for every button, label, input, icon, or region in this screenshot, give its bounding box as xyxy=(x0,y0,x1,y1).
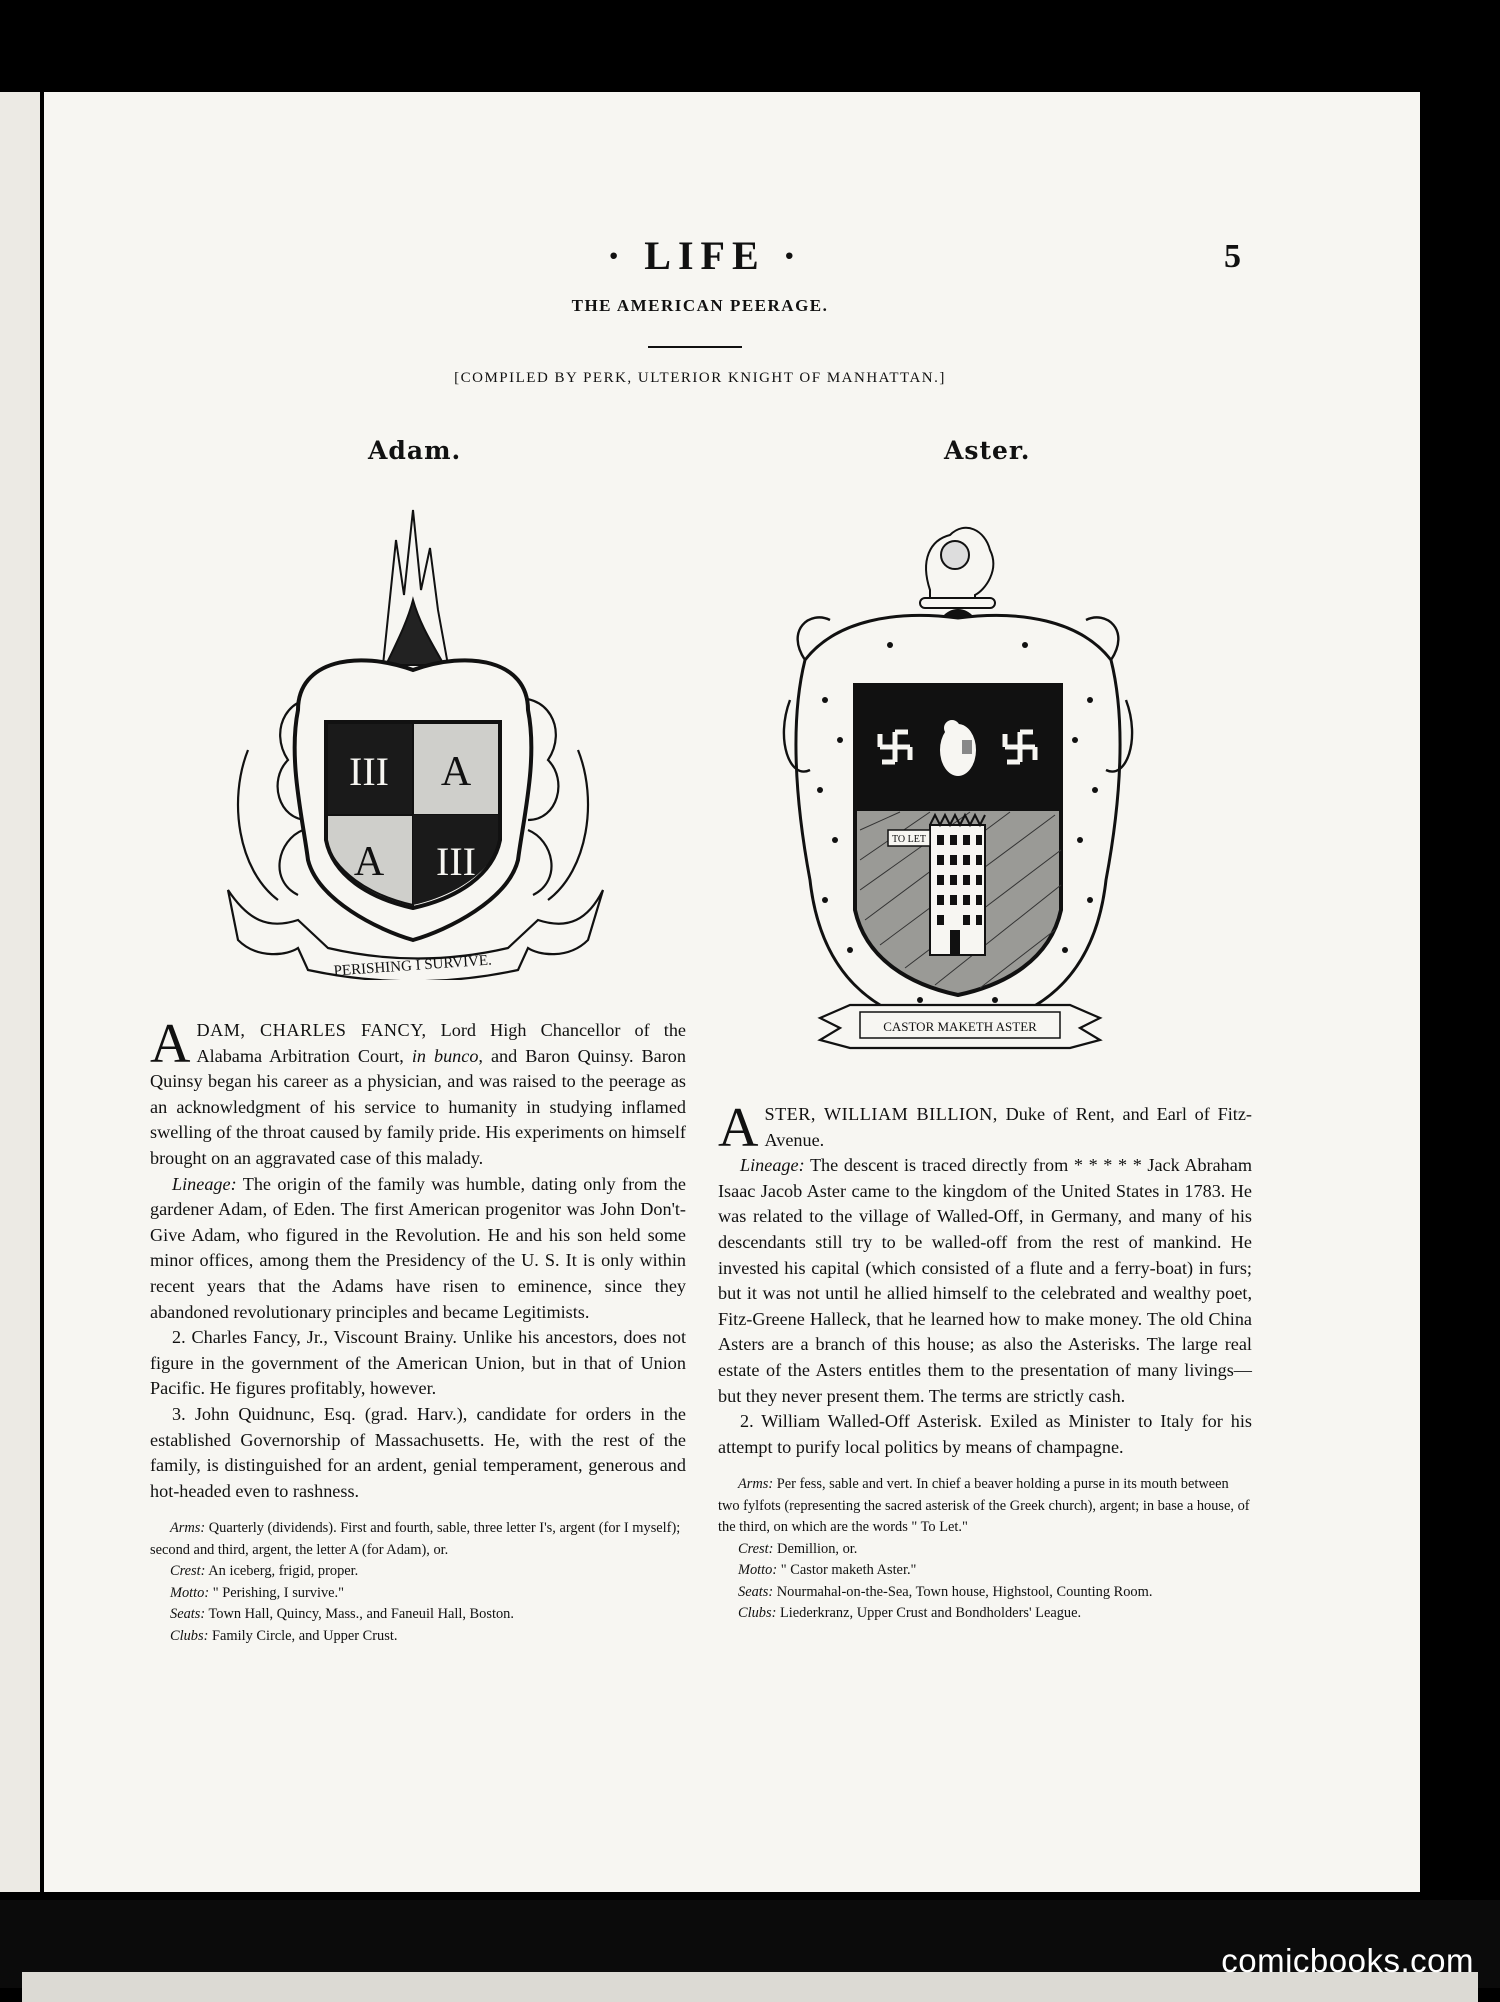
aster-arms-text: Per fess, sable and vert. In chief a beaver holding a purse in its mouth between two fylfots (representing the sacred asterisk of the Greek church), argent; in base a house, of the third, on which are the words " To Let." xyxy=(718,1476,1250,1536)
adam-seats-label: Seats: xyxy=(170,1606,206,1623)
aster-motto-value: " Castor maketh Aster." xyxy=(777,1562,917,1579)
aster-lineage-label: Lineage: xyxy=(740,1155,805,1176)
iceberg-crest-icon xyxy=(383,510,448,665)
aster-clubs-line xyxy=(718,1603,1252,1625)
aster-dropcap: A xyxy=(718,1097,759,1159)
adam-lead-text-1: Lord High Chancellor of the Alabama Arbitration Court, xyxy=(196,1020,686,1066)
title-rule xyxy=(648,346,742,348)
shield-letter-4: III xyxy=(436,839,476,884)
adam-arms-line xyxy=(150,1518,686,1561)
adam-motto-text: PERISHING I SURVIVE. xyxy=(333,952,493,980)
aster-lineage-paragraph xyxy=(718,1153,1252,1409)
aster-heading: Aster. xyxy=(944,436,1031,465)
page-number: 5 xyxy=(1224,238,1241,275)
adam-article xyxy=(150,1013,686,1647)
adam-arms-text: Quarterly (dividends). First and fourth, sable, three letter I's, argent (for I myself); second and third, argent, the letter A (for Adam), or. xyxy=(150,1520,681,1558)
aster-crest-line xyxy=(718,1539,1252,1561)
aster-clubs-label: Clubs: xyxy=(738,1605,777,1622)
adam-clubs-line xyxy=(150,1626,686,1648)
adam-paragraph-3: 3. John Quidnunc, Esq. (grad. Harv.), candidate for orders in the established Governorship of Massachusetts. He, with the rest of the family, is distinguished for an ardent, genial temperament, generous and hot-headed even to rashness. xyxy=(150,1403,686,1501)
adam-lead-text-2: and Baron Quinsy. Baron Quinsy began his career as a physician, and was raised to the peerage as an acknowledgment of his service to humanity in studying inflamed swelling of the throat caused by family pride. His experiments on himself brought on an aggravated case of this malady. xyxy=(150,1045,686,1168)
byline: [COMPILED BY PERK, ULTERIOR KNIGHT OF MANHATTAN.] xyxy=(454,370,946,386)
previous-page-edge xyxy=(0,92,40,1892)
aster-seats-text: Nourmahal-on-the-Sea, Town house, Highstool, Counting Room. xyxy=(773,1583,1153,1600)
aster-lead-paragraph xyxy=(718,1097,1252,1159)
watermark: comicbooks.com xyxy=(1221,1942,1474,1979)
adam-heading: Adam. xyxy=(368,436,462,465)
adam-motto-value: " Perishing, I survive." xyxy=(209,1584,345,1601)
adam-crest-line xyxy=(150,1561,686,1583)
adam-seats-text: Town Hall, Quincy, Mass., and Faneuil Hall, Boston. xyxy=(205,1606,514,1623)
house-sign-text: TO LET xyxy=(892,834,926,845)
aster-article xyxy=(718,1097,1252,1625)
adam-lineage-label: Lineage: xyxy=(172,1173,237,1194)
aster-motto-text: CASTOR MAKETH ASTER xyxy=(883,1019,1037,1034)
aster-arms-line xyxy=(718,1474,1252,1539)
aster-motto-line xyxy=(718,1560,1252,1582)
aster-crest-label: Crest: xyxy=(738,1540,774,1557)
adam-arms-label: Arms: xyxy=(170,1520,206,1537)
shield-letter-2: A xyxy=(440,749,472,795)
adam-coat-of-arms-illustration xyxy=(208,500,618,980)
shield-letter-1: III xyxy=(349,749,389,794)
adam-shield xyxy=(326,722,500,908)
lion-crest-icon xyxy=(920,528,995,608)
adam-crest-text: An iceberg, frigid, proper. xyxy=(205,1563,359,1580)
aster-seats-label: Seats: xyxy=(738,1583,774,1600)
aster-crest-text: Demillion, or. xyxy=(773,1540,858,1557)
adam-clubs-label: Clubs: xyxy=(170,1627,209,1644)
aster-paragraph-2: 2. William Walled-Off Asterisk. Exiled as Minister to Italy for his attempt to purify local politics by means of champagne. xyxy=(718,1411,1252,1457)
aster-lineage-text: The descent is traced directly from * * * * * Jack Abraham Isaac Jacob Aster came to the kingdom of the United States in 1783. He was related to the village of Walled-Off, in Germany, and many of his descendants still try to be walled-off from the rest of mankind. He invested his capital (which consisted of a flute and a ferry-boat) in furs; but it was not until he allied himself to the celebrated and wealthy poet, Fitz-Greene Halleck, that he learned how to make money. The old China Asters are a branch of this house; as also the Asterisks. The large real estate of the Asters entitles them to the presentation of many livings—but they never present them. The terms are strictly cash. xyxy=(718,1155,1252,1406)
aster-arms-label: Arms: xyxy=(738,1476,774,1493)
aster-motto-label: Motto: xyxy=(738,1562,778,1579)
aster-motto-ribbon xyxy=(820,1005,1100,1048)
adam-motto-label: Motto: xyxy=(170,1584,210,1601)
aster-lead-text: Duke of Rent, and Earl of Fitz-Avenue. xyxy=(764,1104,1252,1150)
adam-lineage-paragraph xyxy=(150,1172,686,1326)
adam-clubs-text: Family Circle, and Upper Crust. xyxy=(208,1627,398,1644)
aster-heraldry-block xyxy=(718,1474,1252,1625)
adam-lead-paragraph xyxy=(150,1013,686,1172)
adam-motto-line xyxy=(150,1583,686,1605)
masthead: · LIFE · xyxy=(606,233,804,278)
adam-crest-label: Crest: xyxy=(170,1563,206,1580)
adam-lead-name: DAM, CHARLES FANCY, xyxy=(196,1020,427,1040)
adam-seats-line xyxy=(150,1604,686,1626)
aster-coat-of-arms-illustration xyxy=(780,500,1140,1070)
aster-shield xyxy=(855,685,1061,995)
aster-clubs-text: Liederkranz, Upper Crust and Bondholders' League. xyxy=(776,1605,1082,1622)
adam-heraldry-block xyxy=(150,1518,686,1647)
adam-lead-italic: in bunco, xyxy=(411,1045,483,1066)
adam-dropcap: A xyxy=(150,1013,191,1075)
aster-lead-name: STER, WILLIAM BILLION, xyxy=(764,1104,998,1124)
adam-lineage-text: The origin of the family was humble, dating only from the gardener Adam, of Eden. The first American progenitor was John Don't-Give Adam, who figured in the Revolution. He and his son held some minor offices, among them the Presidency of the U. S. It is only within recent years that the Adams have risen to eminence, since they abandoned revolutionary principles and became Legitimists. xyxy=(150,1173,686,1322)
aster-seats-line xyxy=(718,1582,1252,1604)
adam-paragraph-2: 2. Charles Fancy, Jr., Viscount Brainy. Unlike his ancestors, does not figure in the government of the American Union, but in that of Union Pacific. He figures profitably, however. xyxy=(150,1327,686,1399)
series-title: THE AMERICAN PEERAGE. xyxy=(571,296,829,315)
shield-letter-3: A xyxy=(353,839,385,885)
